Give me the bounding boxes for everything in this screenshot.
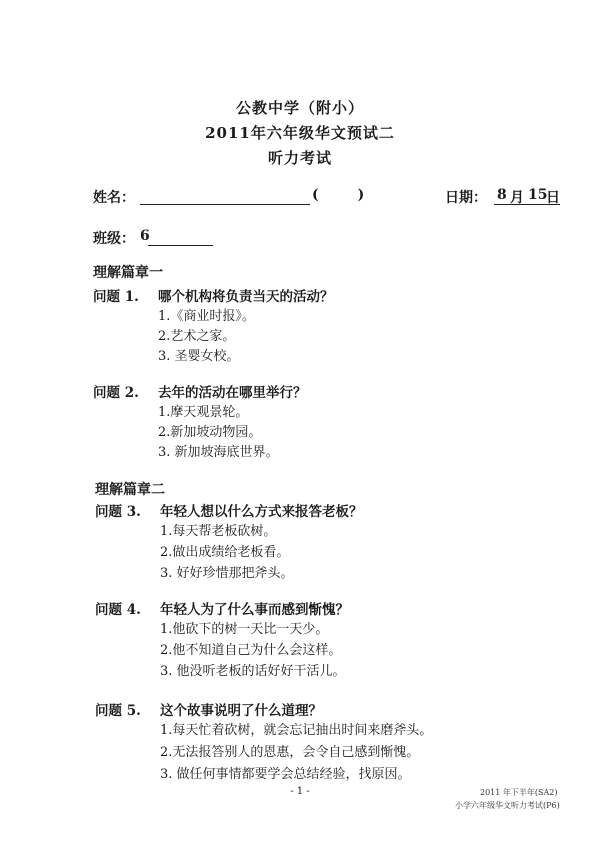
class-underline xyxy=(148,245,213,246)
question-text: 年轻人想以什么方式来报答老板？ xyxy=(160,504,363,520)
date-day: 15 xyxy=(528,187,548,203)
answer-option: 1.他砍下的树一天比一天少。 xyxy=(160,622,329,637)
section-title: 理解篇章一 xyxy=(93,265,163,281)
answer-option: 2.做出成绩给老板看。 xyxy=(160,545,290,560)
date-label: 日期： xyxy=(445,190,487,206)
name-label: 姓名： xyxy=(93,190,135,206)
footer-note: 小学六年级华文听力考试(P6) xyxy=(455,801,560,810)
question-number: 问题 3. xyxy=(95,504,141,520)
answer-option: 3. 好好珍惜那把斧头。 xyxy=(160,566,294,581)
question-number: 问题 2. xyxy=(93,385,139,401)
name-paren: ( ) xyxy=(312,187,365,203)
school-name: 公教中学（附小） xyxy=(235,99,364,117)
answer-option: 3. 他没听老板的话好好干活儿。 xyxy=(160,664,346,679)
question-text: 哪个机构将负责当天的活动？ xyxy=(158,289,334,305)
question-number: 问题 5. xyxy=(95,703,141,719)
question-number: 问题 1. xyxy=(93,289,139,305)
section-title: 理解篇章二 xyxy=(95,482,165,498)
question-text: 去年的活动在哪里举行？ xyxy=(158,385,307,401)
answer-option: 1.每天忙着砍树，就会忘记抽出时间来磨斧头。 xyxy=(160,723,433,738)
name-underline xyxy=(140,204,310,205)
exam-title: 2011年六年级华文预试二 xyxy=(205,124,395,142)
page-number: - 1 - xyxy=(290,786,310,797)
answer-option: 2.他不知道自己为什么会这样。 xyxy=(160,643,342,658)
answer-option: 1.摩天观景轮。 xyxy=(158,405,249,420)
date-underline xyxy=(494,204,560,205)
question-number: 问题 4. xyxy=(95,602,141,618)
answer-option: 3. 新加坡海底世界。 xyxy=(158,445,279,460)
paper-title: 听力考试 xyxy=(267,149,332,167)
month-unit: 月 xyxy=(510,190,524,206)
answer-option: 2.新加坡动物园。 xyxy=(158,425,262,440)
class-value: 6 xyxy=(140,228,150,244)
answer-option: 2.无法报答别人的恩惠，会令自己感到惭愧。 xyxy=(160,745,420,760)
class-label: 班级： xyxy=(93,231,135,247)
answer-option: 1.《商业时报》。 xyxy=(158,309,255,324)
answer-option: 3. 圣婴女校。 xyxy=(158,349,240,364)
answer-option: 2.艺术之家。 xyxy=(158,329,236,344)
question-text: 年轻人为了什么事而感到惭愧？ xyxy=(160,602,349,618)
day-unit: 日 xyxy=(546,190,560,206)
answer-option: 1.每天帮老板砍树。 xyxy=(160,524,277,539)
answer-option: 3. 做任何事情都要学会总结经验，找原因。 xyxy=(160,767,411,782)
question-text: 这个故事说明了什么道理？ xyxy=(160,703,322,719)
date-month: 8 xyxy=(497,187,507,203)
footer-note: 2011 年下半年(SA2) xyxy=(480,788,558,797)
